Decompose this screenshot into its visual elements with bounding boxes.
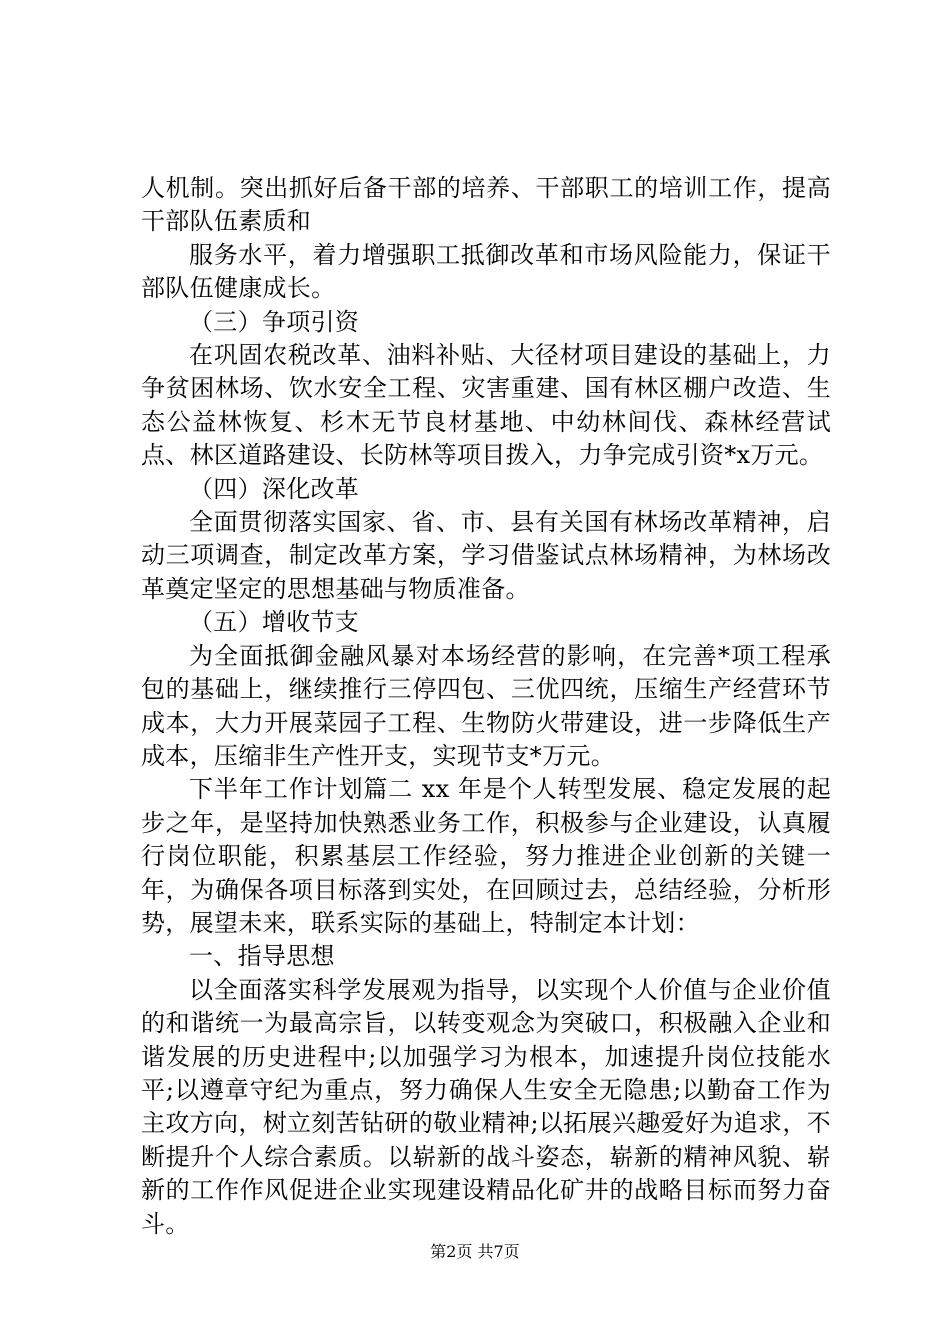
section-heading-4: （四）深化改革 <box>189 474 360 503</box>
paragraph-11: 以全面落实科学发展观为指导，以实现个人价值与企业价值的和谐统一为最高宗旨，以转变观念为突破口，积极融入企业和谐发展的历史进程中;以加强学习为根本，加速提升岗位技能水平;以遵章守纪为重点，努力确保人生安全无隐患;以勤奋工作为主攻方向，树立刻苦钻研的敬业精神;以拓展兴趣爱好为追求，不断提升个人综合素质。以崭新的战斗姿态，崭新的精神风貌、崭新的工作作风促进企业实现建设精品化矿井的战略目标而努力奋斗。 <box>141 975 831 1238</box>
section-heading-guiding-thought: 一、指导思想 <box>189 942 335 971</box>
paragraph-2: 服务水平，着力增强职工抵御改革和市场风险能力，保证干部队伍健康成长。 <box>141 240 831 303</box>
paragraph-9: 下半年工作计划篇二 xx 年是个人转型发展、稳定发展的起步之年，是坚持加快熟悉业务工作，积极参与企业建设，认真履行岗位职能，积累基层工作经验，努力推进企业创新的关键一年，为确保各项目标落到实处，在回顾过去，总结经验，分析形势，展望未来，联系实际的基础上，特制定本计划： <box>141 775 831 937</box>
paragraph-4: 在巩固农税改革、油料补贴、大径材项目建设的基础上，力争贫困林场、饮水安全工程、灾害重建、国有林区棚户改造、生态公益林恢复、杉木无节良材基地、中幼林间伐、森林经营试点、林区道路建设、长防林等项目拨入，力争完成引资*x万元。 <box>141 341 831 470</box>
document-body <box>141 172 831 1241</box>
paragraph-8: 为全面抵御金融风暴对本场经营的影响，在完善*项工程承包的基础上，继续推行三停四包、三优四统，压缩生产经营环节成本，大力开展菜园子工程、生物防火带建设，进一步降低生产成本，压缩非生产性开支，实现节支*万元。 <box>141 641 831 770</box>
section-heading-3: （三）争项引资 <box>189 307 360 336</box>
paragraph-6: 全面贯彻落实国家、省、市、县有关国有林场改革精神，启动三项调查，制定改革方案，学习借鉴试点林场精神，为林场改革奠定坚定的思想基础与物质准备。 <box>141 508 831 603</box>
paragraph-1: 人机制。突出抓好后备干部的培养、干部职工的培训工作，提高干部队伍素质和 <box>141 174 831 236</box>
page-number-footer: 第2页 共7页 <box>430 1242 520 1261</box>
section-heading-5: （五）增收节支 <box>189 608 360 637</box>
